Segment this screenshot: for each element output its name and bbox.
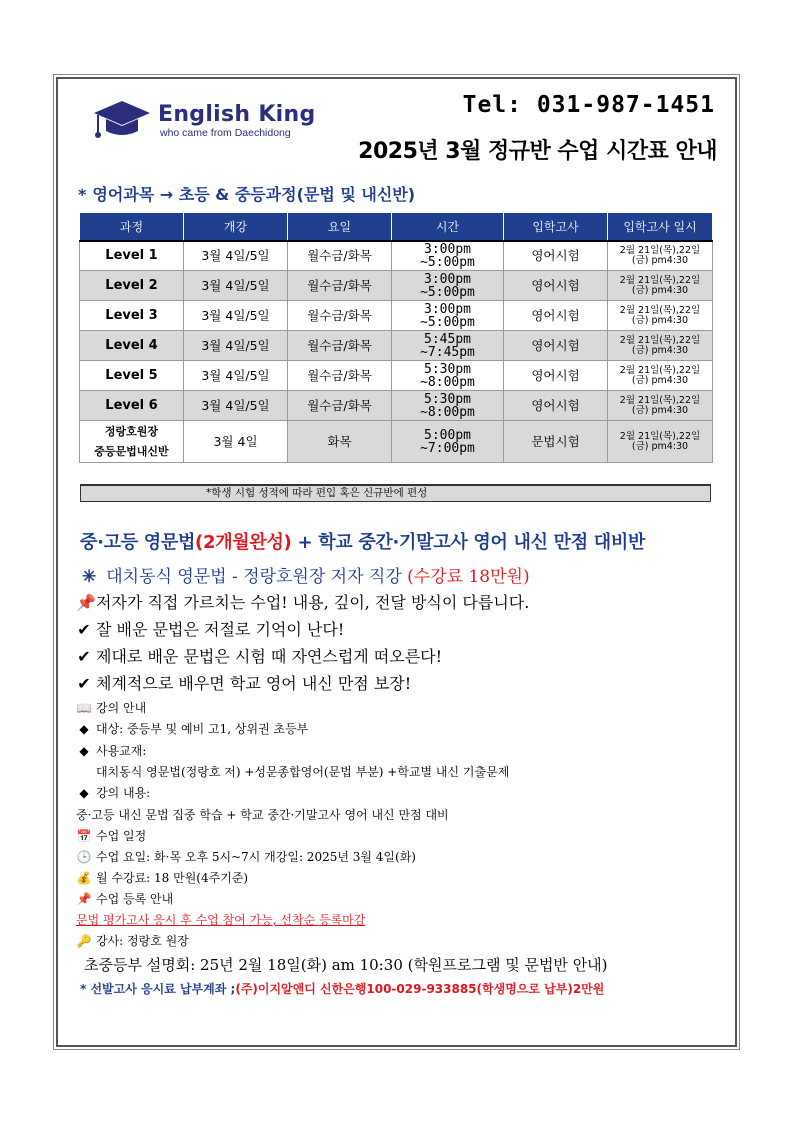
clock-icon: 🕒 [76,850,92,864]
cell-exam-date [608,331,713,361]
cell-days: 월수금/화목 [288,301,392,331]
feature-text: 잘 배운 문법은 저절로 기억이 난다! [96,620,345,639]
header-time: 시간 [392,213,504,241]
promo-part1: 중·고등 영문법 [80,532,196,553]
time-end: ~5:00pm [420,314,475,330]
cell-days: 월수금/화목 [288,241,392,271]
promo-subheading [82,562,530,587]
table-row [80,271,713,301]
time-end: ~5:00pm [420,284,475,300]
content-label-text: 강의 내용: [96,786,151,800]
tuition-text: (수강료 18만원) [407,567,530,587]
pushpin-icon: 📌 [76,593,96,612]
cell-days: 월수금/화목 [288,391,392,421]
monthly-fee [76,869,248,886]
cell-time [392,241,504,271]
promo-part3: + 학교 중간·기말고사 영어 내신 만점 대비반 [291,532,646,553]
cell-exam-date [608,421,713,463]
cell-exam: 영어시험 [504,241,608,271]
feature-line [76,590,529,613]
date-line1: 2월 21일(목),22일 [619,430,701,442]
subject-text: 영어과목 → 초등 & 중등과정(문법 및 내신반) [92,185,416,204]
feature-text: 저자가 직접 가르치는 수업! 내용, 깊이, 전달 방식이 다릅니다. [96,593,530,612]
diamond-bullet-icon: ◆ [79,786,89,800]
graduation-cap-icon [92,99,152,143]
cell-exam-date [608,241,713,271]
class-days [76,848,416,865]
asterisk-icon: ✳ [82,567,97,587]
date-line1: 2월 21일(목),22일 [619,364,701,376]
target-text: 대상: 중등부 및 예비 고1, 상위권 초등부 [96,722,309,736]
cell-days: 화목 [288,421,392,463]
table-row [80,301,713,331]
diamond-bullet-icon: ◆ [79,744,89,758]
date-line1: 2월 21일(목),22일 [619,334,701,346]
cell-time [392,361,504,391]
table-row [80,391,713,421]
header-course: 과정 [80,213,184,241]
time-start: 5:45pm [424,331,471,347]
cell-level: Level 4 [80,331,184,361]
pushpin-icon: 📌 [76,892,92,906]
date-line1: 2월 21일(목),22일 [619,244,701,256]
subheading-text: 대치동식 영문법 - 정랑호원장 저자 직강 [106,567,408,587]
key-icon: 🔑 [76,934,92,948]
subject-heading [78,182,415,205]
cell-exam-date [608,301,713,331]
table-row [80,361,713,391]
cell-exam: 영어시험 [504,301,608,331]
cell-exam-date [608,361,713,391]
money-bag-icon: 💰 [76,871,92,885]
page-title: 2025년 3월 정규반 수업 시간표 안내 [358,139,717,164]
bank-label: * 선발고사 응시료 납부계좌 ; [80,982,236,996]
target [76,720,308,737]
cell-exam: 영어시험 [504,361,608,391]
cell-time [392,301,504,331]
schedule-label [76,827,146,844]
time-start: 5:00pm [424,427,471,443]
table-row [80,241,713,271]
table-header-row [80,213,713,241]
asterisk-icon: * [78,185,87,204]
feature-line [76,617,344,640]
cell-level: Level 1 [80,241,184,271]
date-line2: (금) pm4:30 [631,404,689,416]
time-start: 5:30pm [424,361,471,377]
briefing-session: 초중등부 설명회: 25년 2월 18일(화) am 10:30 (학원프로그램 및 문법반 안내) [84,956,608,974]
bank-account-info [80,980,604,997]
cell-exam: 영어시험 [504,391,608,421]
feature-text: 제대로 배운 문법은 시험 때 자연스럽게 떠오른다! [96,647,443,666]
cell-days: 월수금/화목 [288,361,392,391]
diamond-bullet-icon: ◆ [79,722,89,736]
teacher [76,932,189,949]
book-icon: 📖 [76,701,92,715]
calendar-icon: 📅 [76,829,92,843]
course-info-label: 강의 안내 [96,701,147,715]
header-days: 요일 [288,213,392,241]
time-start: 3:00pm [424,241,471,257]
cell-level: Level 5 [80,361,184,391]
cell-exam: 문법시험 [504,421,608,463]
date-line2: (금) pm4:30 [631,284,689,296]
date-line2: (금) pm4:30 [631,440,689,452]
materials-label-text: 사용교재: [96,744,147,758]
promo-heading [80,528,645,554]
date-line2: (금) pm4:30 [631,254,689,266]
cell-days: 월수금/화목 [288,331,392,361]
materials-label [76,742,146,759]
cell-time [392,331,504,361]
cell-level [80,421,184,463]
logo [92,99,316,143]
registration-note: 문법 평가고사 응시 후 수업 참여 가능, 선착순 등록마감 [76,913,366,927]
monthly-fee-text: 월 수강료: 18 만원(4주기준) [96,871,249,885]
check-icon: ✔ [77,647,91,666]
header-exam-date: 입학고사 일시 [608,213,713,241]
time-end: ~7:45pm [420,344,475,360]
cell-start: 3월 4일/5일 [184,331,288,361]
check-icon: ✔ [77,620,91,639]
table-row [80,331,713,361]
time-start: 3:00pm [424,301,471,317]
cell-exam: 영어시험 [504,271,608,301]
cell-exam: 영어시험 [504,331,608,361]
course-info [76,699,146,716]
time-end: ~8:00pm [420,404,475,420]
teacher-text: 강사: 정랑호 원장 [96,934,189,948]
cell-time [392,421,504,463]
table-row-special [80,421,713,463]
check-icon: ✔ [77,674,91,693]
feature-line [76,671,411,694]
cell-level: Level 2 [80,271,184,301]
content: 중·고등 내신 문법 집중 학습 + 학교 중간·기말고사 영어 내신 만점 대비 [76,808,449,822]
registration-label [76,890,173,907]
feature-text: 체계적으로 배우면 학교 영어 내신 만점 보장! [96,674,412,693]
date-line2: (금) pm4:30 [631,344,689,356]
date-line2: (금) pm4:30 [631,374,689,386]
cell-start: 3월 4일/5일 [184,391,288,421]
header-start: 개강 [184,213,288,241]
cell-days: 월수금/화목 [288,271,392,301]
cell-exam-date [608,271,713,301]
level-line2: 중등문법내신반 [94,444,169,458]
schedule-table [79,212,713,463]
cell-start: 3월 4일/5일 [184,241,288,271]
cell-exam-date [608,391,713,421]
phone-number: Tel: 031-987-1451 [462,92,715,118]
registration-label-text: 수업 등록 안내 [96,892,174,906]
time-end: ~5:00pm [420,254,475,270]
time-end: ~8:00pm [420,374,475,390]
cell-start: 3월 4일 [184,421,288,463]
date-line2: (금) pm4:30 [631,314,689,326]
cell-start: 3월 4일/5일 [184,361,288,391]
time-start: 3:00pm [424,271,471,287]
bank-account: (주)이지알앤디 신한은행100-029-933885(학생명으로 납부)2만원 [235,982,605,996]
logo-tagline: who came from Daechidong [160,127,291,139]
time-end: ~7:00pm [420,440,475,456]
date-line1: 2월 21일(목),22일 [619,274,701,286]
logo-name: English King [158,102,316,127]
time-start: 5:30pm [424,391,471,407]
cell-time [392,271,504,301]
cell-start: 3월 4일/5일 [184,301,288,331]
materials: 대치동식 영문법(정랑호 저) +성문종합영어(문법 부분) +학교별 내신 기출문제 [96,765,510,779]
promo-part2: (2개월완성) [195,532,292,553]
feature-line [76,644,442,667]
cell-level: Level 3 [80,301,184,331]
level-line1: 정랑호원장 [104,424,159,438]
schedule-label-text: 수업 일정 [96,829,147,843]
cell-time [392,391,504,421]
cell-start: 3월 4일/5일 [184,271,288,301]
header-exam: 입학고사 [504,213,608,241]
date-line1: 2월 21일(목),22일 [619,394,701,406]
cell-level: Level 6 [80,391,184,421]
placement-note: *학생 시험 성적에 따라 편입 혹은 신규반에 편성 [80,484,711,502]
date-line1: 2월 21일(목),22일 [619,304,701,316]
class-days-text: 수업 요일: 화·목 오후 5시~7시 개강일: 2025년 3월 4일(화) [96,850,416,864]
content-label [76,784,150,801]
